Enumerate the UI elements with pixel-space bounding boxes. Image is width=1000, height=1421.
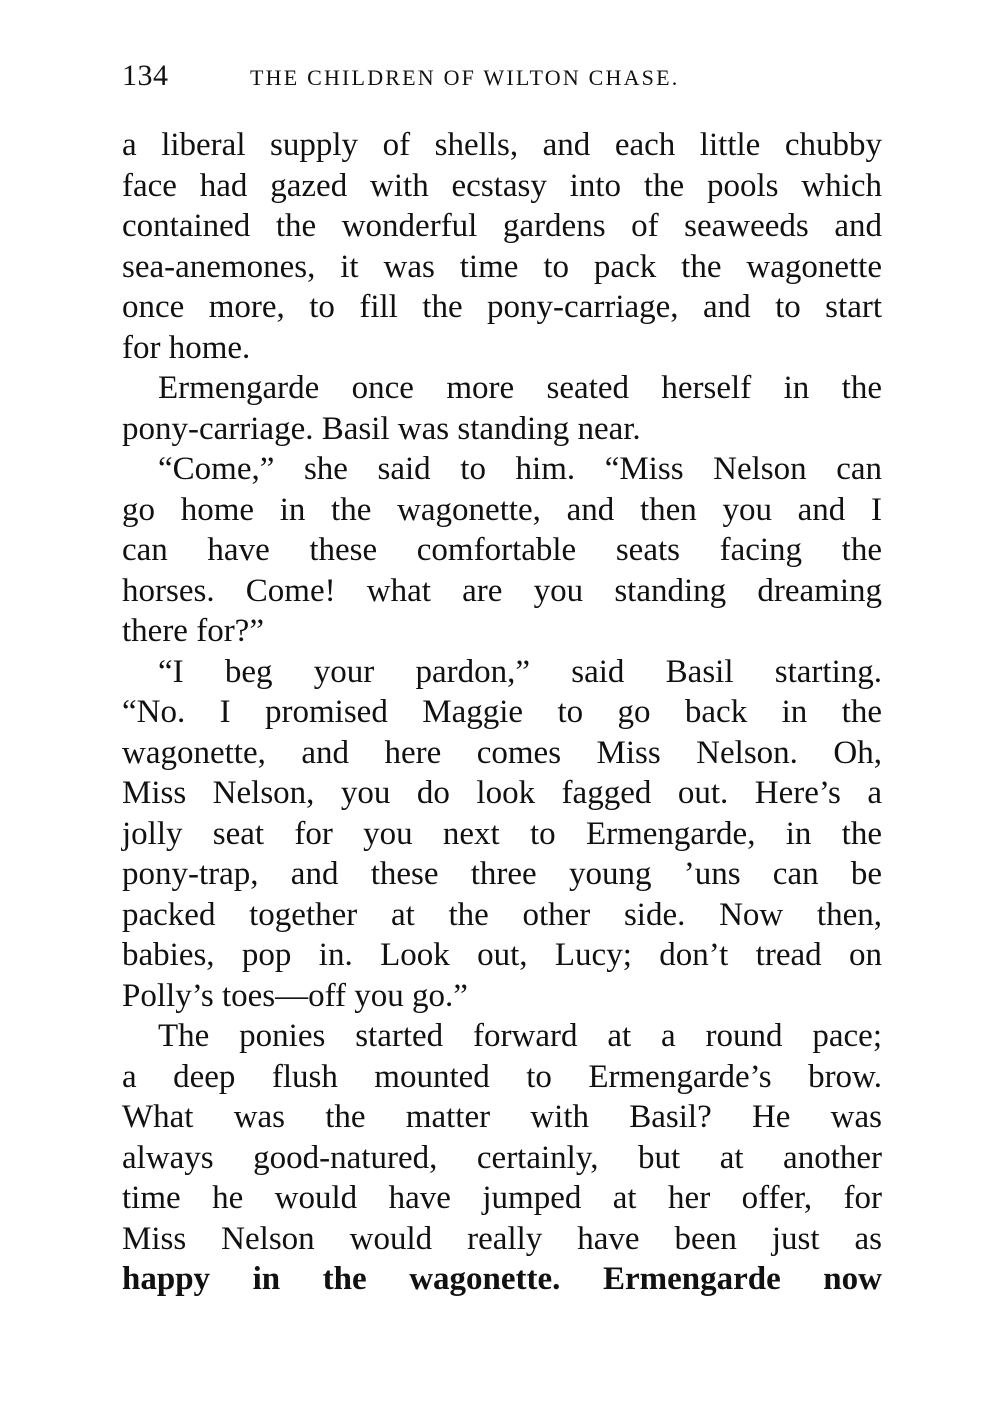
text-line: for home. — [122, 329, 251, 366]
text-line: pony-carriage. Basil was standing near. — [122, 410, 641, 447]
running-title: THE CHILDREN OF WILTON CHASE. — [250, 65, 680, 90]
text-line: a deep flush mounted to Ermengarde’s brow. — [122, 1058, 882, 1095]
text-line: Miss Nelson would really have been just as — [122, 1220, 882, 1257]
text-line: face had gazed with ecstasy into the pools which — [122, 167, 882, 204]
text-line: once more, to fill the pony-carriage, and to start — [122, 289, 882, 325]
text-line: “I beg your pardon,” said Basil starting. — [158, 653, 882, 690]
text-line: horses. Come! what are you standing dreaming — [122, 572, 882, 609]
text-line: What was the matter with Basil? He was — [122, 1099, 882, 1135]
text-line: happy in the wagonette. Ermengarde now — [122, 1261, 882, 1297]
text-line: Miss Nelson, you do look fagged out. Here’s a — [122, 775, 882, 811]
text-line: pony-trap, and these three young ’uns can be — [122, 856, 882, 892]
text-line: Ermengarde once more seated herself in the — [158, 370, 882, 406]
text-line: packed together at the other side. Now then, — [122, 896, 882, 933]
text-line: The ponies started forward at a round pace; — [158, 1018, 882, 1054]
page-header — [122, 58, 882, 98]
text-line: “Come,” she said to him. “Miss Nelson can — [158, 451, 882, 487]
text-line: “No. I promised Maggie to go back in the — [122, 694, 882, 730]
text-line: jolly seat for you next to Ermengarde, in the — [122, 815, 882, 852]
text-line: go home in the wagonette, and then you and I — [122, 491, 882, 528]
text-line: there for?” — [122, 613, 264, 649]
text-line: always good-natured, certainly, but at another — [122, 1139, 882, 1176]
text-line: can have these comfortable seats facing the — [122, 532, 882, 568]
body-text — [122, 125, 882, 1300]
text-line: contained the wonderful gardens of seaweeds and — [122, 208, 882, 244]
text-line: wagonette, and here comes Miss Nelson. Oh, — [122, 734, 882, 771]
text-line: a liberal supply of shells, and each little chubby — [122, 127, 882, 163]
text-line: Polly’s toes—off you go.” — [122, 977, 468, 1014]
text-line: sea-anemones, it was time to pack the wagonette — [122, 248, 882, 285]
text-line: time he would have jumped at her offer, for — [122, 1180, 882, 1216]
text-line: babies, pop in. Look out, Lucy; don’t tread on — [122, 937, 882, 973]
page-number: 134 — [122, 59, 169, 92]
